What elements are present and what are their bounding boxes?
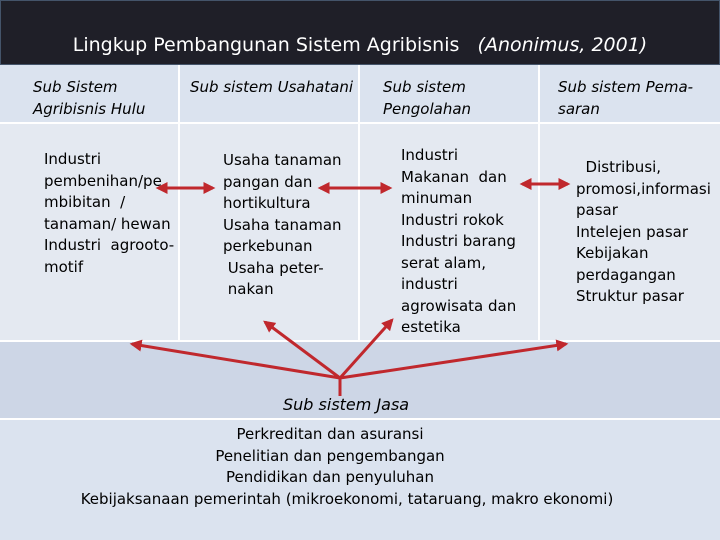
content-usahatani: Usaha tanaman pangan dan hortikultura Usaha tanaman perkebunan Usaha peter- nakan [223, 151, 342, 298]
header-pengolahan: Sub sistem Pengolahan [383, 78, 472, 118]
content-pengolahan: Industri Makanan dan minuman Industri rokok Industri barang serat alam, industri agrowisata dan estetika [401, 146, 517, 336]
jasa-item: Penelitian dan pengembangan [215, 446, 445, 465]
row-divider-2 [0, 340, 720, 342]
header-pemasaran: Sub sistem Pema- saran [558, 78, 694, 118]
row-divider-3 [0, 418, 720, 420]
column-divider-3 [538, 65, 540, 341]
jasa-item: Kebijaksanaan pemerintah (mikroekonomi, tataruang, makro ekonomi) [80, 489, 614, 508]
title-source: (Anonimus, 2001) [477, 34, 648, 56]
jasa-item: Pendidikan dan penyuluhan [225, 468, 435, 486]
jasa-items [0, 424, 660, 510]
jasa-title: Sub sistem Jasa [283, 395, 410, 414]
content-hulu: Industri pembenihan/pe mbibitan / tanaman/ hewan Industri agrooto- motif [44, 150, 175, 276]
diagram-title [1, 32, 719, 58]
content-pemasaran: Distribusi, promosi,informasi pasar Intelejen pasar Kebijakan perdagangan Struktur pasar [576, 158, 711, 305]
title-bar [0, 0, 720, 65]
jasa-item: Perkreditan dan asuransi [236, 425, 424, 443]
title-main: Lingkup Pembangunan Sistem Agribisnis [72, 34, 460, 56]
row-divider-1 [0, 122, 720, 124]
column-divider-2 [358, 65, 360, 341]
header-usahatani: Sub sistem Usahatani [190, 78, 354, 96]
column-divider-1 [178, 65, 180, 341]
header-hulu: Sub Sistem Agribisnis Hulu [33, 78, 146, 118]
